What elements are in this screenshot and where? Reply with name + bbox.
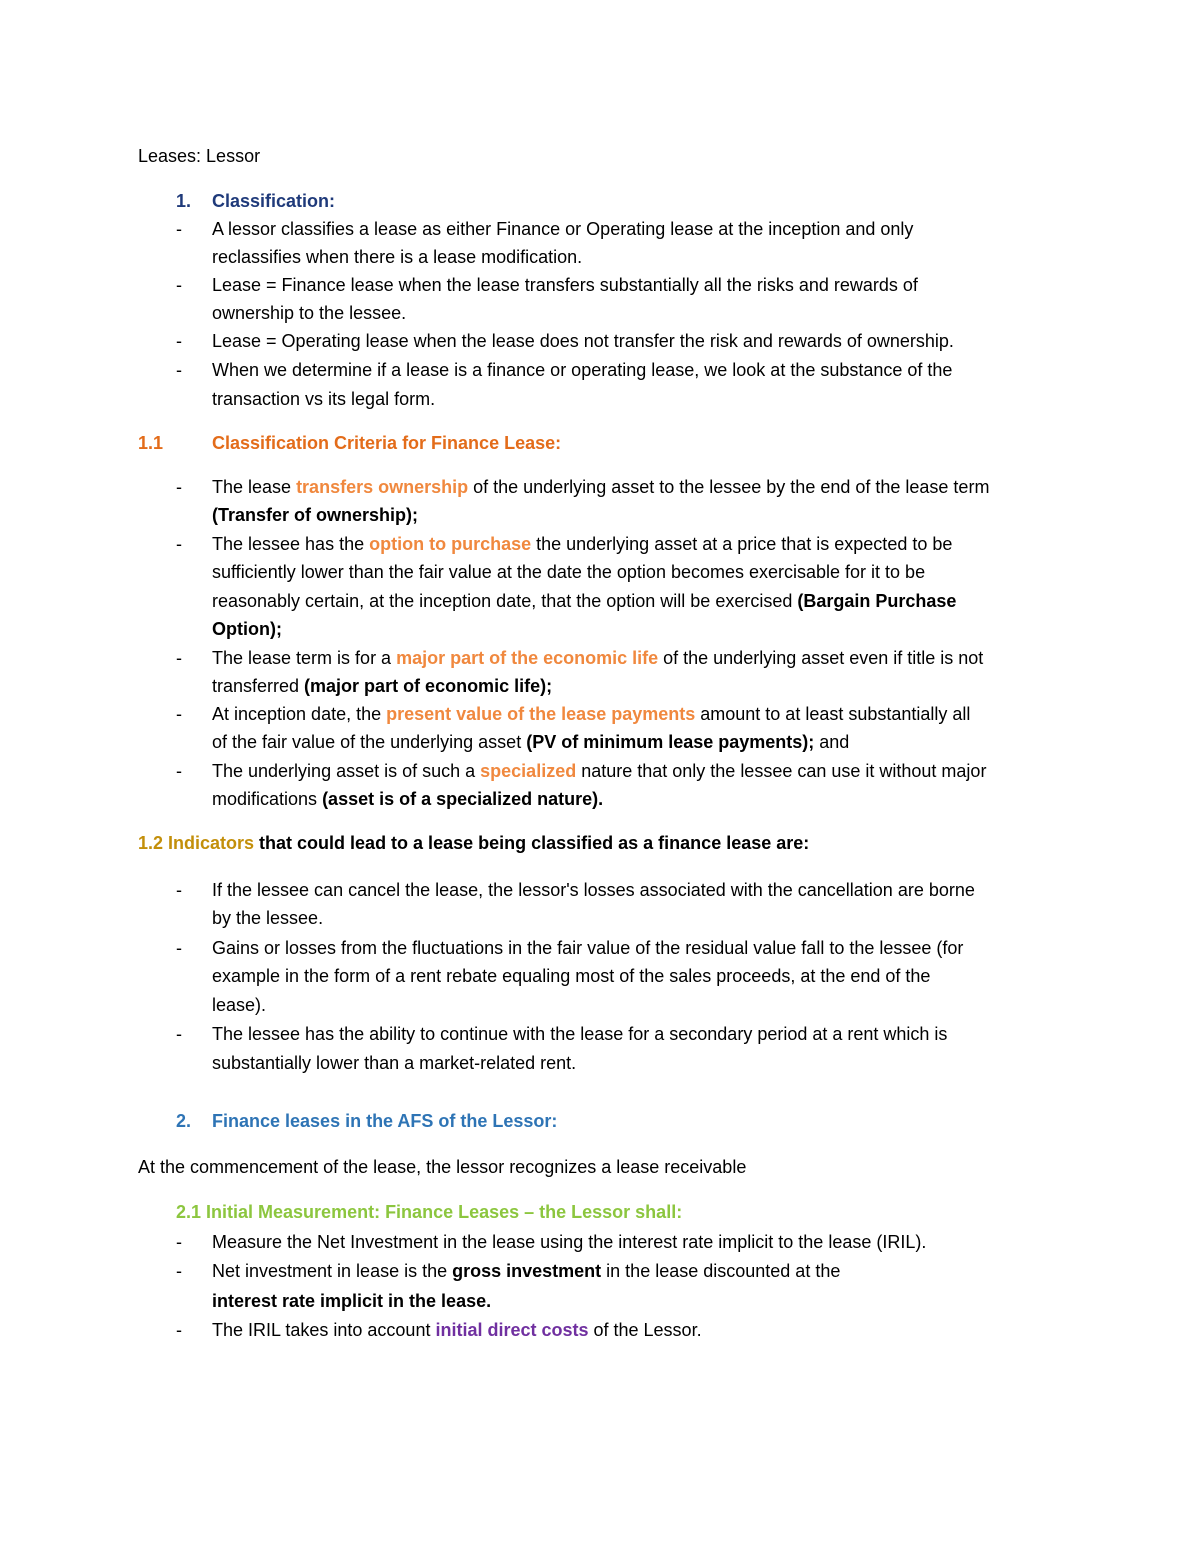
list-item: sufficiently lower than the fair value at the date the option becomes exercisable for it to be <box>212 562 926 582</box>
text-run: The lessee has the <box>212 534 370 554</box>
list-item: substantially lower than a market-related rent. <box>212 1053 577 1073</box>
list-item: A lessor classifies a lease as either Finance or Operating lease at the inception and only <box>212 219 914 239</box>
list-item: by the lessee. <box>212 908 324 928</box>
bullet-dash: - <box>176 331 182 351</box>
section-2-1-heading: 2.1 Initial Measurement: Finance Leases – the Lessor shall: <box>176 1202 683 1222</box>
section-1-heading: Classification: <box>212 191 336 211</box>
list-item: lease). <box>212 995 267 1015</box>
bullet-dash: - <box>176 1320 182 1340</box>
text-run: transferred <box>212 676 305 696</box>
list-item: (Transfer of ownership); <box>212 505 419 525</box>
bullet-dash: - <box>176 1232 182 1252</box>
text-run: the underlying asset at a price that is expected to be <box>531 534 953 554</box>
bullet-dash: - <box>176 477 182 497</box>
highlight-term: present value of the lease payments <box>386 704 696 724</box>
list-item: transaction vs its legal form. <box>212 389 436 409</box>
section-1-1-number: 1.1 <box>138 433 164 453</box>
list-item: If the lessee can cancel the lease, the lessor's losses associated with the cancellation are borne <box>212 880 975 900</box>
bullet-dash: - <box>176 761 182 781</box>
list-item: example in the form of a rent rebate equaling most of the sales proceeds, at the end of the <box>212 966 931 986</box>
text-run: of the Lessor. <box>588 1320 702 1340</box>
bullet-dash: - <box>176 534 182 554</box>
text-run: (PV of minimum lease payments); <box>526 732 815 752</box>
list-item: The lessee has the ability to continue with the lease for a secondary period at a rent which is <box>212 1024 948 1044</box>
highlight-term: specialized <box>480 761 577 781</box>
section-1-number: 1. <box>176 191 192 211</box>
text-run: in the lease discounted at the <box>601 1261 841 1281</box>
text-run: (Bargain Purchase <box>797 591 957 611</box>
text-run: The underlying asset is of such a <box>212 761 481 781</box>
bullet-dash: - <box>176 360 182 380</box>
text-run: of the underlying asset even if title is not <box>658 648 984 668</box>
text-run: Net investment in lease is the <box>212 1261 453 1281</box>
list-item <box>212 728 849 756</box>
list-item: interest rate implicit in the lease. <box>212 1291 492 1311</box>
list-item: When we determine if a lease is a finance or operating lease, we look at the substance of the <box>212 360 953 380</box>
list-item <box>212 644 983 672</box>
text-run: that could lead to a lease being classified as a finance lease are: <box>254 833 810 853</box>
section-1-1-heading: Classification Criteria for Finance Lease: <box>212 433 562 453</box>
highlight-term: initial direct costs <box>435 1320 589 1340</box>
list-item <box>212 757 986 785</box>
text-run: nature that only the lessee can use it without major <box>576 761 987 781</box>
list-item: reclassifies when there is a lease modification. <box>212 247 583 267</box>
text-run: of the underlying asset to the lessee by the end of the lease term <box>468 477 990 497</box>
text-run: modifications <box>212 789 323 809</box>
text-run: The lease <box>212 477 297 497</box>
text-run: At inception date, the <box>212 704 387 724</box>
bullet-dash: - <box>176 275 182 295</box>
bullet-dash: - <box>176 938 182 958</box>
bullet-dash: - <box>176 880 182 900</box>
section-2-intro: At the commencement of the lease, the lessor recognizes a lease receivable <box>138 1157 747 1177</box>
text-run: gross investment <box>452 1261 602 1281</box>
text-run: 1.2 Indicators <box>138 833 255 853</box>
bullet-dash: - <box>176 648 182 668</box>
text-run: The lease term is for a <box>212 648 397 668</box>
text-run: and <box>814 732 850 752</box>
list-item <box>212 785 603 813</box>
section-2-number: 2. <box>176 1111 192 1131</box>
bullet-dash: - <box>176 704 182 724</box>
bullet-dash: - <box>176 219 182 239</box>
bullet-dash: - <box>176 1024 182 1044</box>
list-item: Measure the Net Investment in the lease using the interest rate implicit to the lease (IRIL). <box>212 1232 927 1252</box>
section-1-2-heading <box>138 829 809 857</box>
highlight-term: transfers ownership <box>296 477 469 497</box>
text-run: The IRIL takes into account <box>212 1320 436 1340</box>
highlight-term: option to purchase <box>369 534 532 554</box>
list-item: Lease = Finance lease when the lease transfers substantially all the risks and rewards of <box>212 275 918 295</box>
list-item: Gains or losses from the fluctuations in the fair value of the residual value fall to the lessee (for <box>212 938 964 958</box>
text-run: of the fair value of the underlying asset <box>212 732 527 752</box>
list-item <box>212 1257 840 1285</box>
text-run: reasonably certain, at the inception date, that the option will be exercised <box>212 591 798 611</box>
list-item: Option); <box>212 619 282 639</box>
list-item <box>212 672 552 700</box>
list-item: Lease = Operating lease when the lease does not transfer the risk and rewards of ownership. <box>212 331 954 351</box>
section-2-heading: Finance leases in the AFS of the Lessor: <box>212 1111 558 1131</box>
list-item <box>212 530 952 558</box>
list-item: ownership to the lessee. <box>212 303 407 323</box>
list-item <box>212 473 989 501</box>
document-title: Leases: Lessor <box>138 146 261 166</box>
list-item <box>212 700 970 728</box>
list-item <box>212 587 956 615</box>
highlight-term: major part of the economic life <box>396 648 659 668</box>
text-run: (asset is of a specialized nature). <box>322 789 604 809</box>
list-item <box>212 1316 702 1344</box>
text-run: amount to at least substantially all <box>695 704 971 724</box>
bullet-dash: - <box>176 1261 182 1281</box>
text-run: (major part of economic life); <box>304 676 553 696</box>
